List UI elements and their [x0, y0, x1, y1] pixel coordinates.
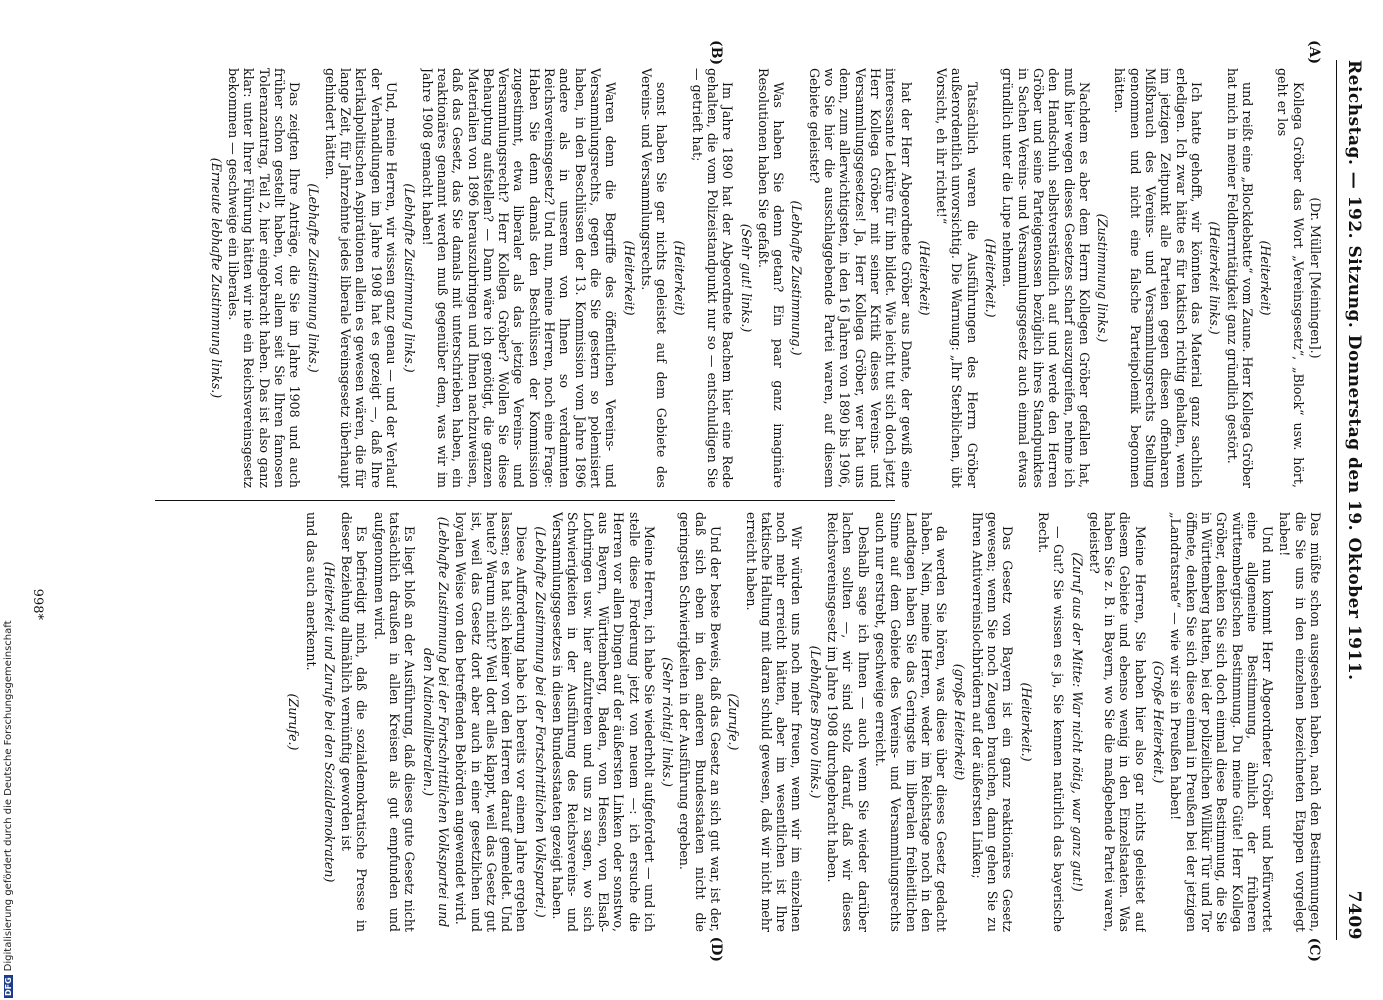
reaction-note: (Erneute lebhafte Zustimmung links.) — [208, 157, 224, 399]
reaction-note: (Sehr gut! links.) — [738, 223, 754, 333]
reaction-note: (Große Heiterkeit.) — [1151, 660, 1167, 784]
margin-mark-b: (B) — [708, 40, 724, 66]
paragraph: Wir würden uns noch mehr freuen, wenn wir im einzelnen noch mehr erreicht hätten, aber im wesentlichen ist Ihre taktische Haltung mit daran schuld gewesen, daß wir nicht mehr erreicht haben. — [743, 512, 805, 932]
left-column — [103, 68, 1323, 488]
reaction-note: (Zurufe.) — [726, 693, 742, 751]
paragraph: Und, meine Herren, wir wissen ganz genau — und der Verlauf der Verhandlungen im Jahre 1908 hat es gezeigt —, daß Ihre klerikalpolitischen Aspirationen allein es gewesen wären, die für lange Zeit, für Jahrzehnte jedes liberale Vereinsgesetz überhaupt gehindert hätten. — [322, 68, 400, 488]
dfg-logo: DFG — [4, 977, 13, 996]
reaction-note: (Zustimmung links.) — [1095, 213, 1111, 343]
reaction-note: (große Heiterkeit) — [952, 663, 968, 781]
margin-mark-d: (D) — [708, 936, 724, 962]
running-head: Reichstag. — 192. Sitzung. Donnerstag den 19. Oktober 1911. — [1344, 60, 1364, 681]
paragraph: Das zeigten Ihre Anträge, die Sie im Jahre 1908 und auch früher schon gestellt haben, vor allem seit Sie Ihren famosen Toleranzantrag, Teil 2, hier eingebracht haben. Das ist also ganz klar: unter Ihrer Führung hätten wir nie ein Reichsvereinsgesetz bekommen — geschweige ein liberales. — [226, 68, 303, 488]
paragraph: sonst haben Sie gar nichts geleistet auf dem Gebiete des Vereins- und Versammlungsrechts. — [638, 68, 670, 488]
reaction-note: (Heiterkeit und Zurufe bei den Sozialdemokraten) — [321, 561, 337, 883]
paragraph: Meine Herren, Sie haben hier also gar nichts geleistet auf diesem Gebiete und ebenso wenig in den Einzelstaaten. Was haben Sie z. B. in Bayern, wo Sie die maßgebende Partei waren, geleistet? — [1086, 512, 1148, 932]
paragraph: Kollega Gröber das Wort „Vereinsgesetz“, „Block“ usw. hört, geht er los — [1275, 68, 1306, 488]
paragraph: Es befriedigt mich, daß die sozialdemokratische Presse in dieser Beziehung allmählich vernünftig geworden ist — [339, 512, 370, 932]
column-rule — [155, 500, 895, 501]
margin-mark-c: (C) — [1306, 937, 1322, 962]
reaction-note: (Lebhaftes Bravo links.) — [807, 645, 823, 799]
page-number: 7409 — [1344, 890, 1364, 940]
paragraph: Deshalb sage ich Ihnen — auch wenn Sie wieder darüber lachen sollten —, wir sind stolz darauf, daß wir dieses Reichsvereinsgesetz im Jahre 1908 durchgebracht haben. — [825, 512, 871, 932]
reaction-note: (Heiterkeit) — [916, 240, 932, 316]
paragraph: — Gut? Sie wissen es ja, Sie kennen natürlich das bayerische Recht. — [1035, 512, 1067, 932]
reaction-note: (Lebhafte Zustimmung links.) — [402, 183, 418, 373]
paragraph: Meine Herren, ich habe Sie wiederholt aufgefordert — und ich stelle diese Forderung jetzt von neuem —: ich ersuche die Herren vor allen Dingen auf der äußersten Linken oder sonstwo, aus Bayern, Württemberg, Baden, von Hessen, von Elsaß-Lothringen usw. hier aufzutreten und uns zu sagen, wo sich Schwierigkeiten in der Ausführung des Reichsvereins- und Versammlungsgesetzes in diesen Bundesstaaten gezeigt haben. — [550, 512, 657, 932]
reaction-note: (Heiterkeit links.) — [1207, 221, 1223, 335]
reaction-note: (Lebhafte Zustimmung bei der Fortschrittlichen Volkspartei.) — [532, 526, 548, 918]
paragraph: da werden Sie hören, was diese über dieses Gesetz gedacht haben. Nein, meine Herren, weder im Reichstage noch in den Landtagen haben Sie das Geringste im liberalen freiheitlichen Sinne auf dem Gebiete des Vereins- und Versammlungsrechts auch nur erstrebt, geschweige erreicht. — [872, 512, 950, 932]
reaction-note: (Lebhafte Zustimmung links.) — [305, 183, 321, 373]
paragraph: Das Gesetz von Bayern ist ein ganz reaktionäres Gesetz gewesen; wenn Sie noch Zeugen brauchen, dann gehen Sie zu Ihren Antiverreinslochbrüdern auf der äußersten Linken; — [969, 512, 1016, 932]
paragraph: Waren denn die Begriffe des öffentlichen Vereins- und Versammlungsrechts, gegen die Sie gestern so polemisiert haben, in den Beschlüssen der 13. Kommission vom Jahre 1896 andere als in unserem von Ihnen so verdammten Reichsvereinsgesetz? Und nun, meine Herren, noch eine Frage: Haben Sie denn damals den Beschlüssen der Kommission zugestimmt, etwa liberaler als das jetzige Vereins- und Versammlungsrecht? Herr Kollega Gröber? Wollen Sie diese Behauptung aufstellen? — Dann wäre ich genötigt, die ganzen Materialien von 1896 herauszubringen und Ihnen nachzuweisen, daß das Gesetz, das Sie damals mit unterschrieben haben, ein reaktionäres genannt werden muß gegenüber dem, was wir im Jahre 1908 gemacht haben! — [419, 68, 619, 488]
right-column — [103, 512, 1323, 932]
folio: 998* — [30, 588, 46, 620]
reaction-note: (Heiterkeit) — [621, 240, 637, 316]
paragraph: Es liegt bloß an der Ausführung, daß dieses gute Gesetz nicht tatsächlich draußen in allen Kreisen als gut empfunden und aufgenommen wird. — [371, 512, 418, 932]
paragraph: Ich hatte gehofft, wir könnten das Material ganz sachlich erledigen. Ich zwar hätte es für taktisch richtig gehalten, wenn im jetzigen Zeitpunkt alle Parteien gegen diesen offenbaren Mißbrauch des Vereins- und Versammlungsrechts Stellung genommen und nicht eine falsche Parteipolemik begonnen hätten. — [1112, 68, 1204, 488]
reaction-note: (Lebhafte Zustimmung.) — [789, 200, 805, 356]
paragraph: und das auch anerkennt. — [303, 512, 319, 671]
margin-mark-a: (A) — [1306, 40, 1322, 65]
paragraph: Diese Aufforderung habe ich bereits vor einem Jahre ergehen lassen; es hat sich keiner von den Herren darauf gemeldet. Und heute? Warum nicht? Weil dort alles klappt, weil das Gesetz gut ist, weil das Gesetz dort aber auch in einer gesetzlichen und loyalen Weise von den betreffenden Behörden angewendet wird. — [453, 512, 530, 932]
reaction-note: (Heiterkeit.) — [983, 238, 999, 318]
right-column-body — [286, 512, 1323, 932]
paragraph: Und nun kommt Herr Abgeordneter Gröber und befürwortet eine allgemeine Bestimmung, ähnlich der früheren württembergischen Bestimmung. Du meine Güte! Herr Kollega Gröber, denken Sie sich doch einmal diese Bestimmung, die Sie in Württemberg hatten, bei der polizeilichen Willkür Tür und Tor öffnete, denken Sie sich diese einmal in Preußen bei der jetzigen „Landratsrate“ — wie wir sie in Preußen haben! — [1168, 512, 1276, 932]
paragraph: und reißt eine „Blockdebatte“ vom Zaune. Herr Kollega Gröber hat mich in meiner Feldherrntätigkeit ganz gründlich gestört. — [1224, 68, 1255, 488]
paragraph: Tatsächlich waren die Ausführungen des Herrn Gröber außerordentlich unvorsichtig. Die Warnung: „Ihr Sterblichen, übt Vorsicht, eh ihr richtet!“ — [934, 68, 980, 488]
paragraph: Das müßte schon ausgesehen haben, nach den Bestimmungen, die Sie uns in den einzelnen bezeichneten Etappen vorgelegt haben! — [1277, 512, 1323, 932]
reaction-note: (Sehr richtig! links.) — [660, 657, 676, 787]
reaction-note: (Heiterkeit.) — [1018, 682, 1034, 762]
running-header — [1336, 60, 1363, 940]
paragraph: Im Jahre 1890 hat der Abgeordnete Bachem hier eine Rede gehalten, die vom Polizeistandpunkt nur so — entschuldigen Sie — getrieft hat; — [689, 68, 736, 488]
digitization-credit: Digitalisierung gefördert durch die Deutsche Forschungsgemeinschaft — [3, 620, 14, 972]
left-column-body — [209, 68, 1306, 488]
paragraph: hat der Herr Abgeordnete Gröber aus Dante, der gewiß eine interessante Lektüre für ihn bildet. Wie leicht tut sich doch jetzt Herr Kollega Gröber mit seiner Kritik dieses Vereins- und Versammlungsgesetzes! Ja, Herr Kollega Gröber, wer hat uns denn, zum allerwichtigsten, in den 16 Jahren von 1890 bis 1906, wo Sie hier die ausschlaggebende Partei waren, auf diesem Gebiete geleistet? — [806, 68, 914, 488]
reaction-note: (Heiterkeit) — [672, 240, 688, 316]
speaker-line: (Dr. Müller [Meiningen].) — [1308, 197, 1323, 359]
paragraph: Und der beste Beweis, daß das Gesetz an sich gut war, ist der, daß sich eben in den anderen Bundesstaaten nicht die geringsten Schwierigkeiten in der Ausführung ergeben. — [677, 512, 724, 932]
reaction-note: (Zuruf aus der Mitte: War nicht nötig, war ganz gut!) — [1069, 552, 1085, 892]
reaction-note: (Heiterkeit) — [1258, 240, 1274, 316]
reaction-note: (Zurufe.) — [286, 693, 302, 751]
digitization-note — [0, 0, 16, 998]
paragraph: Was haben Sie denn getan? Ein paar ganz imaginäre Resolutionen haben Sie gefaßt. — [755, 68, 787, 488]
reaction-note: (Lebhafte Zustimmung bei der Fortschrittlichen Volkspartei und den Nationalliberalen.) — [420, 516, 451, 928]
paragraph: Nachdem es aber dem Herrn Kollegen Gröber gefallen hat, muß hier wegen dieses Gesetzes scharf auszugreifen, nehme ich den Handschuh selbstverständlich auf und werde den Herren Gröber und seine Parteigenossen bezüglich ihres Standpunktes in Sachen Vereins- und Versammlungsgesetz auch einmal etwas gründlich unter die Lupe nehmen. — [1000, 68, 1092, 488]
